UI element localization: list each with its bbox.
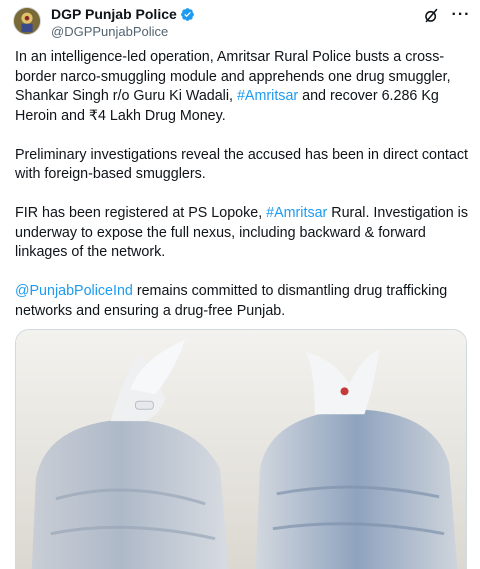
display-name[interactable]: DGP Punjab Police (51, 6, 177, 22)
verified-badge-icon (180, 7, 195, 22)
text-span: FIR has been registered at PS Lopoke, (15, 205, 267, 221)
more-icon[interactable] (452, 6, 470, 24)
name-row (51, 6, 195, 23)
text-span: Preliminary investigations reveal the accused has been in direct contact with foreign-based smugglers. (15, 146, 468, 182)
hashtag-amritsar-link[interactable]: #Amritsar (236, 88, 299, 104)
header-actions (422, 6, 470, 24)
more-glyph: ··· (451, 6, 471, 23)
hashtag-amritsar-link[interactable]: #Amritsar (266, 205, 328, 221)
tweet-paragraph-3 (15, 204, 470, 263)
handle[interactable]: @DGPPunjabPolice (51, 24, 169, 39)
tweet-paragraph-1 (15, 48, 470, 126)
avatar[interactable] (13, 7, 41, 35)
text-span: remains committed to dismantling drug trafficking networks and ensuring a drug-free Punjab. (15, 283, 448, 319)
text-span: Rural. Investigation is underway to expose the full nexus, including backward & forward linkages of the network. (15, 205, 468, 260)
tweet-text (15, 48, 470, 321)
tweet-paragraph-4 (15, 282, 470, 321)
grok-icon[interactable] (422, 6, 440, 24)
tweet-media-image[interactable] (15, 329, 467, 569)
text-span: and recover 6.286 Kg Heroin and ₹4 Lakh Drug Money. (15, 88, 439, 124)
police-logo-icon (14, 8, 40, 34)
tweet-paragraph-2 (15, 146, 470, 185)
tweet-header (0, 0, 480, 46)
mention-punjabpoliceind-link[interactable]: @PunjabPoliceInd (15, 283, 133, 299)
seized-bags-photo (16, 330, 466, 569)
text-span: In an intelligence-led operation, Amritsar Rural Police busts a cross-border narco-smuggling module and apprehends one drug smuggler, Shankar Singh r/o Guru Ki Wadali, (15, 49, 451, 104)
